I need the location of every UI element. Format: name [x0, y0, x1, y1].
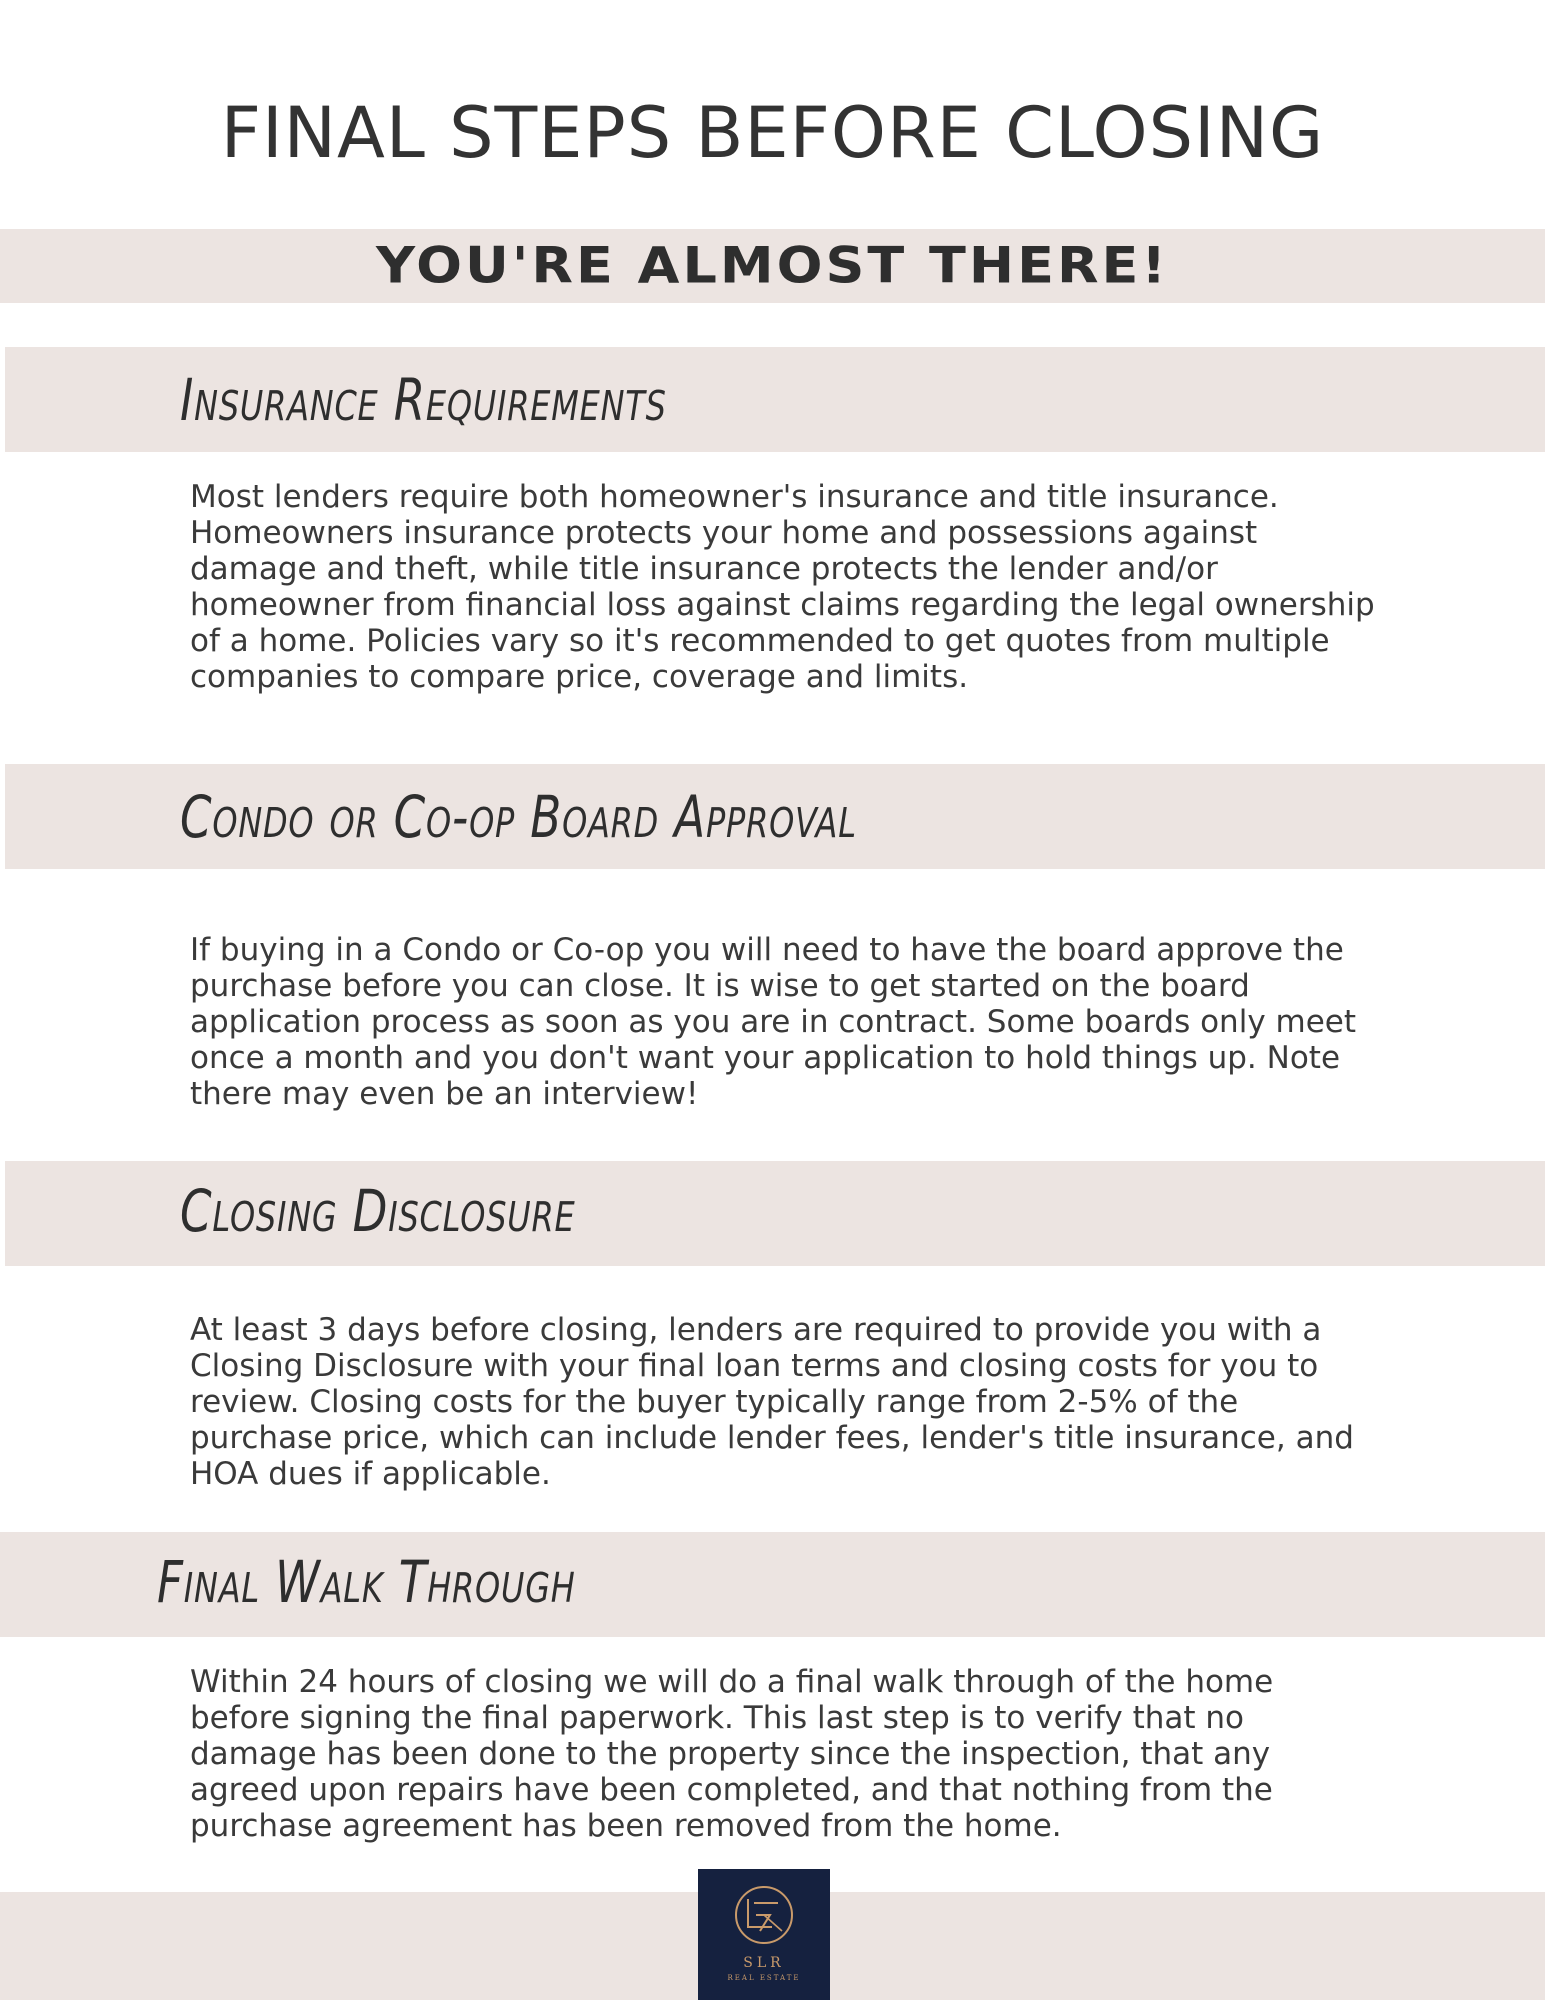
logo-tagline: REAL ESTATE: [727, 1974, 801, 1982]
section-body-board-approval: If buying in a Condo or Co-op you will need to have the board approve the purchase before you can close. It is wise to get started on the board application process as soon as you are in contract. Some boards only meet once a month and you don't want your application to hold things up. Note there may even be an interview!: [190, 932, 1357, 1112]
section-heading-board-approval: Condo or Co-op Board Approval: [180, 783, 857, 851]
section-body-walk-through: Within 24 hours of closing we will do a final walk through of the home before signing the final paperwork. This last step is to verify that no damage has been done to the property since the inspection, that any agreed upon repairs have been completed, and that nothing from the purchase agreement has been removed from the home.: [190, 1664, 1274, 1844]
section-heading-closing-disclosure: Closing Disclosure: [180, 1177, 576, 1245]
page-subtitle: YOU'RE ALMOST THERE!: [375, 236, 1170, 295]
page-title: FINAL STEPS BEFORE CLOSING: [220, 92, 1325, 174]
section-heading-insurance: Insurance Requirements: [180, 366, 667, 434]
logo-wordmark: SLR: [743, 1955, 785, 1971]
company-logo: [698, 1869, 830, 2000]
section-heading-walk-through: Final Walk Through: [157, 1548, 576, 1616]
section-body-insurance: Most lenders require both homeowner's insurance and title insurance. Homeowners insurance protects your home and possessions against damage and theft, while title insurance protects the lender and/or homeowner from financial loss against claims regarding the legal ownership of a home. Policies vary so it's recommended to get quotes from multiple companies to compare price, coverage and limits.: [190, 479, 1375, 695]
section-body-closing-disclosure: At least 3 days before closing, lenders are required to provide you with a Closing Disclosure with your final loan terms and closing costs for you to review. Closing costs for the buyer typically range from 2-5% of the purchase price, which can include lender fees, lender's title insurance, and HOA dues if applicable.: [190, 1312, 1354, 1492]
